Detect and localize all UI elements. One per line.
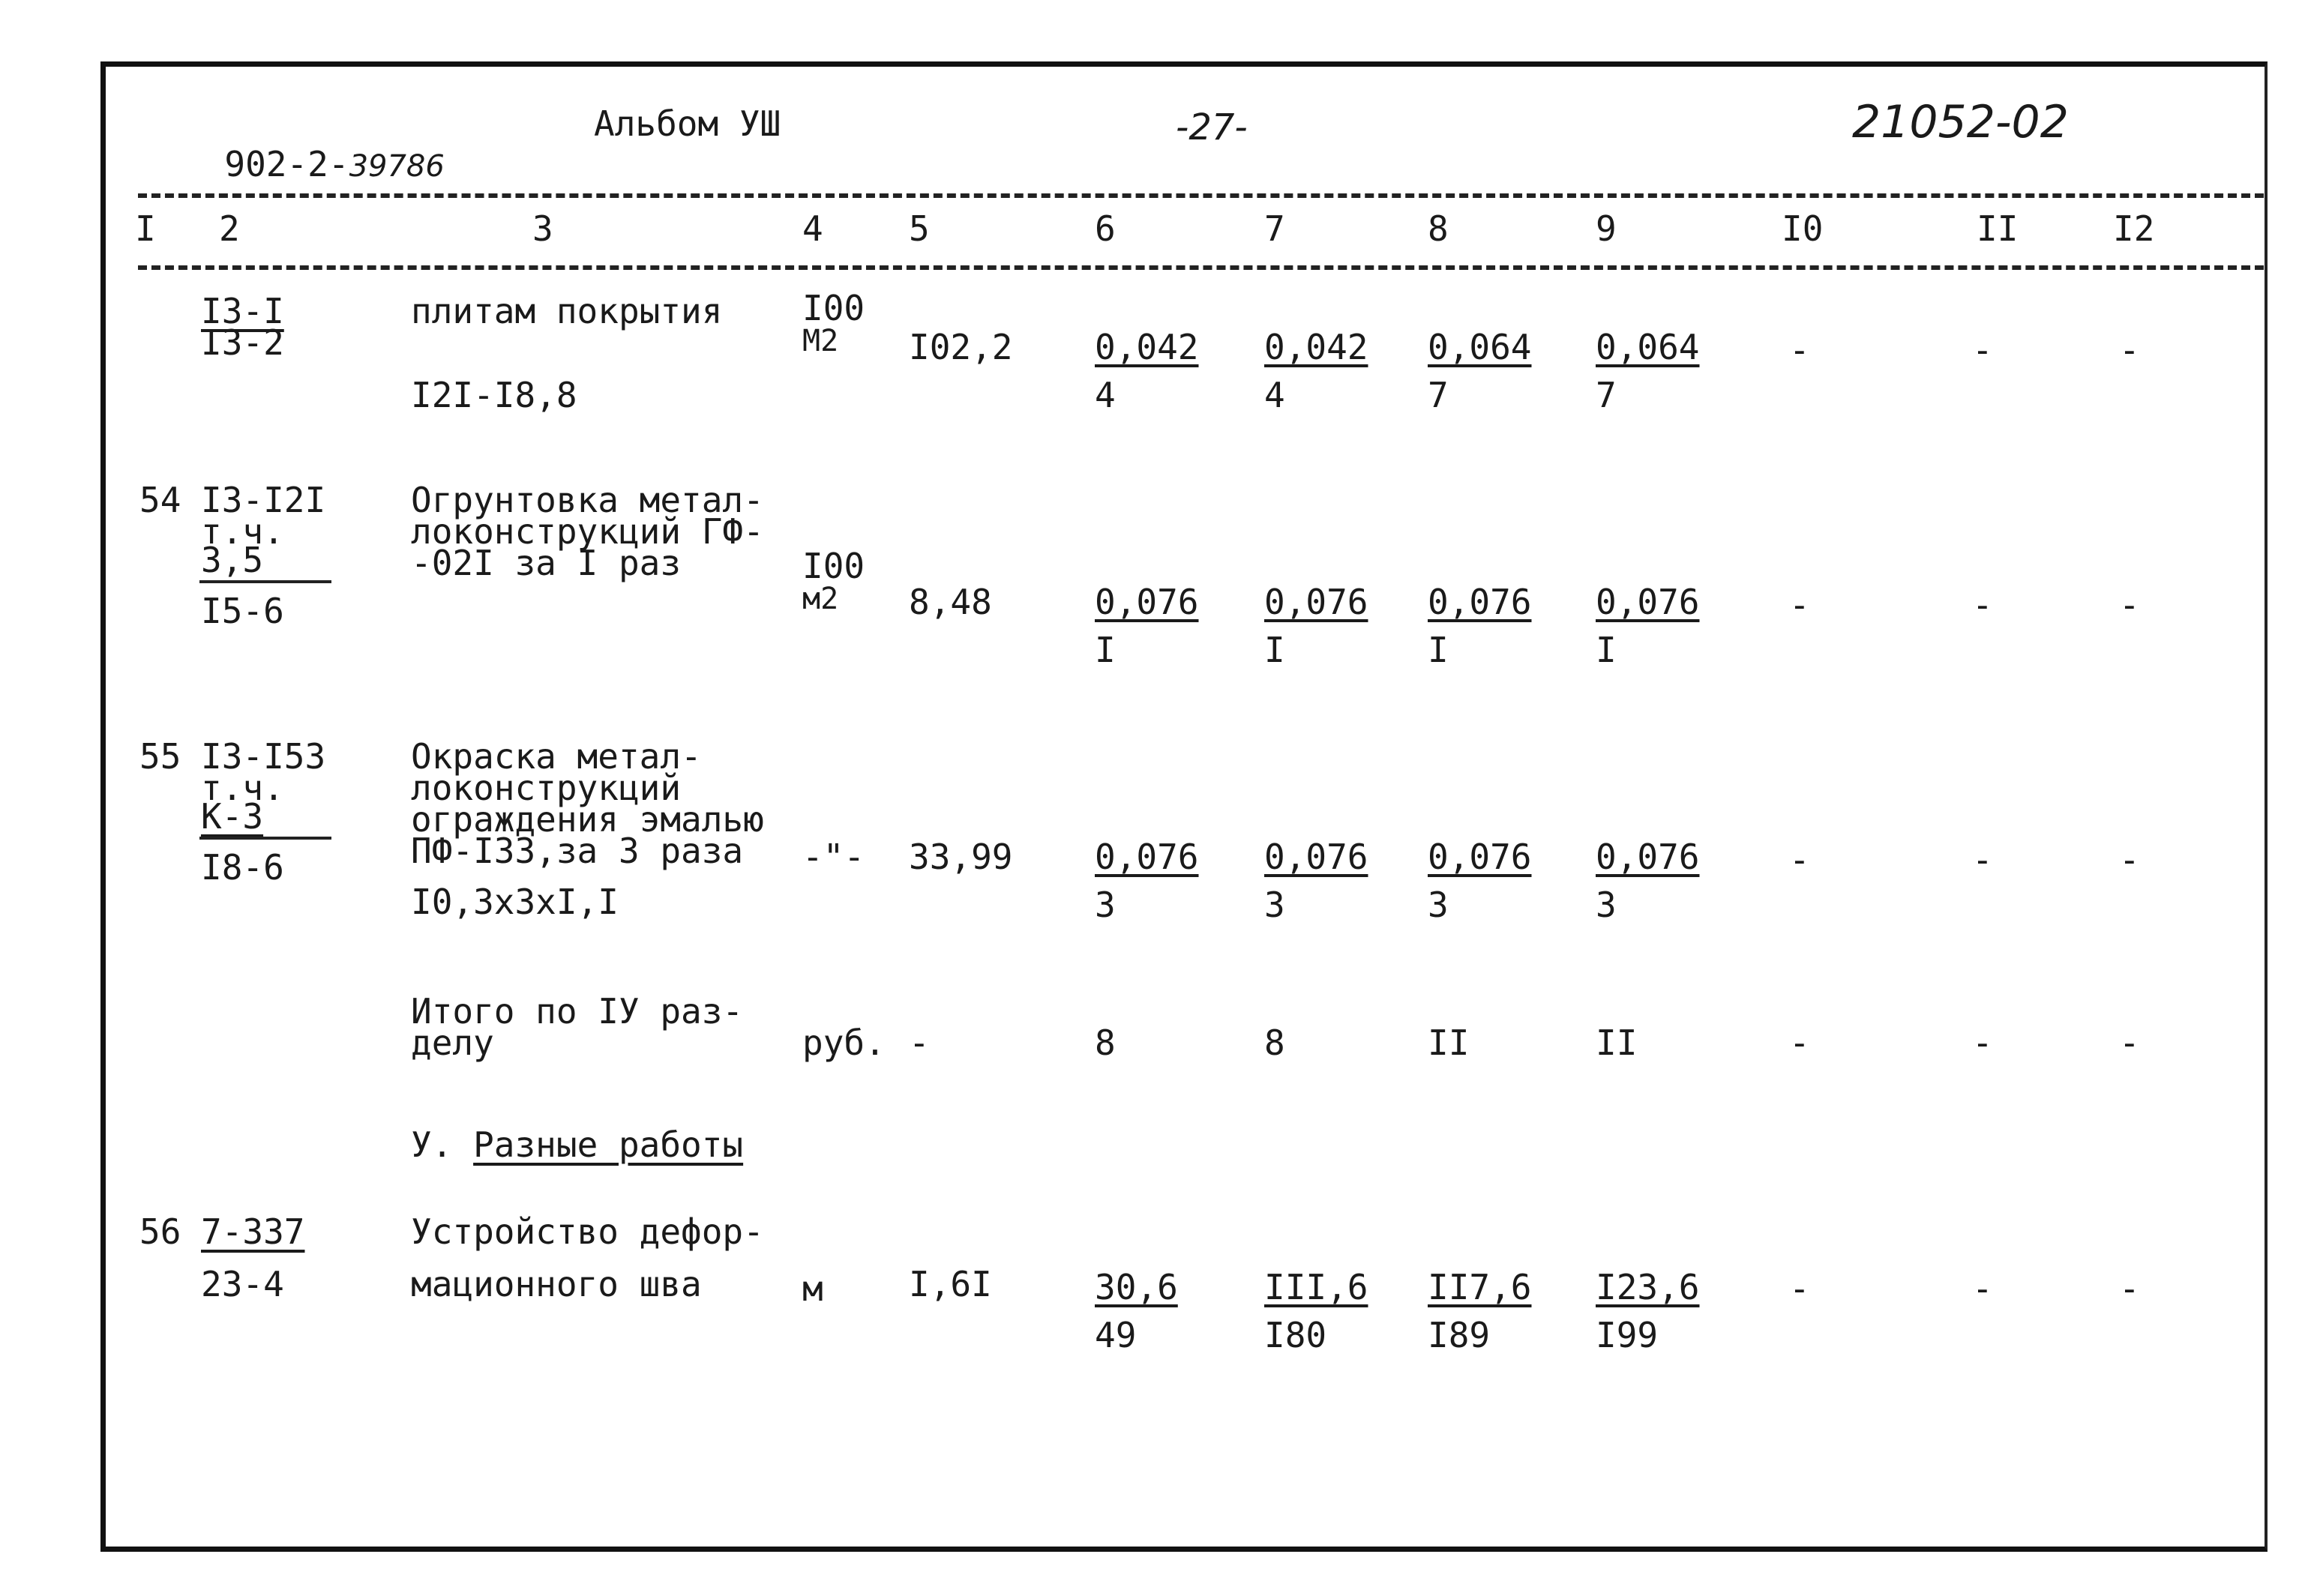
page-number: -27- <box>1176 106 1248 148</box>
row56-col11: - <box>1972 1268 1993 1309</box>
registration-number: 21052-02 <box>1852 96 2069 148</box>
row1-code-bottom: I3-2 <box>201 322 284 363</box>
row55-col8: $\frac{0,076}{3}$ <box>1428 837 1532 925</box>
row1-col9: $\frac{0,064}{7}$ <box>1596 327 1700 415</box>
row56-code-top: 7-337 <box>201 1211 305 1252</box>
row1-unit-2: М2 <box>802 324 839 358</box>
row55-number: 55 <box>139 736 181 777</box>
row56-col7: III,6 I80 <box>1264 1267 1368 1355</box>
column-number-11: II <box>1977 208 2019 249</box>
document-code <box>183 103 445 184</box>
row56-description-1: Устройство дефор- <box>411 1211 764 1252</box>
row1-col6: $\frac{0,042}{4}$ <box>1095 327 1199 415</box>
row54-quantity: 8,48 <box>909 582 992 622</box>
row1-col7: $\frac{0,042}{4}$ <box>1264 327 1368 415</box>
document-code-prefix: 902-2- <box>224 144 349 184</box>
row54-col8: $\frac{0,076}{I}$ <box>1428 582 1532 670</box>
row56-code-bottom: 23-4 <box>201 1264 284 1304</box>
row55-description-2: локонструкций <box>411 768 682 808</box>
row55-col11: - <box>1972 840 1993 880</box>
row56-description-2: мационного шва <box>411 1264 702 1304</box>
row54-col11: - <box>1972 585 1993 625</box>
row55-code-1: I3-I53 <box>201 736 326 777</box>
column-number-12: I2 <box>2113 208 2155 249</box>
row54-unit-1: I00 <box>802 546 865 586</box>
column-number-4: 4 <box>802 208 823 249</box>
row54-description-3: -02I за I раз <box>411 543 682 583</box>
row56-col10: - <box>1789 1268 1810 1309</box>
row1-description-1: плитам покрытия <box>411 291 723 331</box>
column-number-7: 7 <box>1264 208 1285 249</box>
row1-col11: - <box>1972 330 1993 370</box>
row54-col6: $\frac{0,076}{I}$ <box>1095 582 1199 670</box>
row54-unit-2: м2 <box>802 582 839 616</box>
row55-quantity: 33,99 <box>909 837 1013 877</box>
row56-col8: $\frac{II7,6}{I89}$ <box>1428 1267 1532 1355</box>
total-quantity: - <box>909 1023 930 1063</box>
row54-col12: - <box>2119 585 2140 625</box>
total-unit: руб. <box>802 1023 886 1063</box>
row56-col6: $\frac{30,6}{49}$ <box>1095 1267 1178 1355</box>
total-col12: - <box>2119 1023 2140 1063</box>
row1-col10: - <box>1789 330 1810 370</box>
row56-quantity: I,6I <box>909 1264 992 1304</box>
column-number-3: 3 <box>532 208 553 249</box>
column-number-1: I <box>135 208 156 249</box>
row55-col9: $\frac{0,076}{3}$ <box>1596 837 1700 925</box>
row55-description-4: ПФ-I33,за 3 раза <box>411 831 744 871</box>
row1-col12: - <box>2119 330 2140 370</box>
row1-unit-1: I00 <box>802 288 865 328</box>
total-description-2: делу <box>411 1023 494 1063</box>
row55-description-5: I0,3х3хI,I <box>411 882 619 922</box>
row54-description-1: Огрунтовка метал- <box>411 480 764 520</box>
row55-col7: $\frac{0,076}{3}$ <box>1264 837 1368 925</box>
row1-quantity: I02,2 <box>909 327 1013 367</box>
row1-code-top: I3-I <box>201 291 284 331</box>
row56-col12: - <box>2119 1268 2140 1309</box>
row54-code-1: I3-I2I <box>201 480 326 520</box>
row54-description-2: локонструкций ГФ- <box>411 511 764 552</box>
header-dashed-rule-top <box>138 193 2264 198</box>
row55-col12: - <box>2119 840 2140 880</box>
row54-code-3: 3,5 <box>201 540 264 580</box>
column-number-5: 5 <box>909 208 930 249</box>
section-heading <box>411 1126 743 1163</box>
row55-col10: - <box>1789 840 1810 880</box>
header-dashed-rule-bottom <box>138 265 2264 270</box>
total-col7: 8 <box>1264 1023 1285 1063</box>
total-col10: - <box>1789 1023 1810 1063</box>
total-col6: 8 <box>1095 1023 1116 1063</box>
row56-unit: м <box>802 1268 823 1309</box>
row54-col7: $\frac{0,076}{I}$ <box>1264 582 1368 670</box>
row54-col9: $\frac{0,076}{I}$ <box>1596 582 1700 670</box>
total-col8: II <box>1428 1023 1470 1063</box>
row55-col6: $\frac{0,076}{3}$ <box>1095 837 1199 925</box>
row54-number: 54 <box>139 480 181 520</box>
total-col11: - <box>1972 1023 1993 1063</box>
row55-code-2: т.ч. <box>201 768 284 808</box>
row54-code-4: I5-6 <box>201 591 284 631</box>
row54-code-2: т.ч. <box>201 511 284 552</box>
row56-col9: $\frac{I23,6}{I99}$ <box>1596 1267 1700 1355</box>
row55-code-fraction-line <box>199 837 331 840</box>
column-number-2: 2 <box>219 208 240 249</box>
row1-description-2: I2I-I8,8 <box>411 375 577 415</box>
row55-description-3: ограждения эмалью <box>411 799 764 840</box>
row56-number: 56 <box>139 1211 181 1252</box>
row55-unit: -"- <box>802 837 865 877</box>
row55-description-1: Окраска метал- <box>411 736 702 777</box>
row54-code-fraction-line <box>199 580 331 583</box>
total-col9: II <box>1596 1023 1638 1063</box>
section-heading-number: У. <box>411 1124 453 1165</box>
column-number-8: 8 <box>1428 208 1449 249</box>
row54-col10: - <box>1789 585 1810 625</box>
row55-code-4: I8-6 <box>201 847 284 888</box>
column-number-6: 6 <box>1095 208 1116 249</box>
row55-code-3: К-3 <box>201 796 264 837</box>
section-heading-title: Разные работы <box>473 1124 744 1165</box>
document-code-handwritten: 39786 <box>349 149 445 184</box>
album-title: Альбом УШ <box>594 103 781 144</box>
column-number-9: 9 <box>1596 208 1617 249</box>
column-number-10: I0 <box>1782 208 1824 249</box>
total-description-1: Итого по IУ раз- <box>411 991 744 1032</box>
row1-col8: $\frac{0,064}{7}$ <box>1428 327 1532 415</box>
